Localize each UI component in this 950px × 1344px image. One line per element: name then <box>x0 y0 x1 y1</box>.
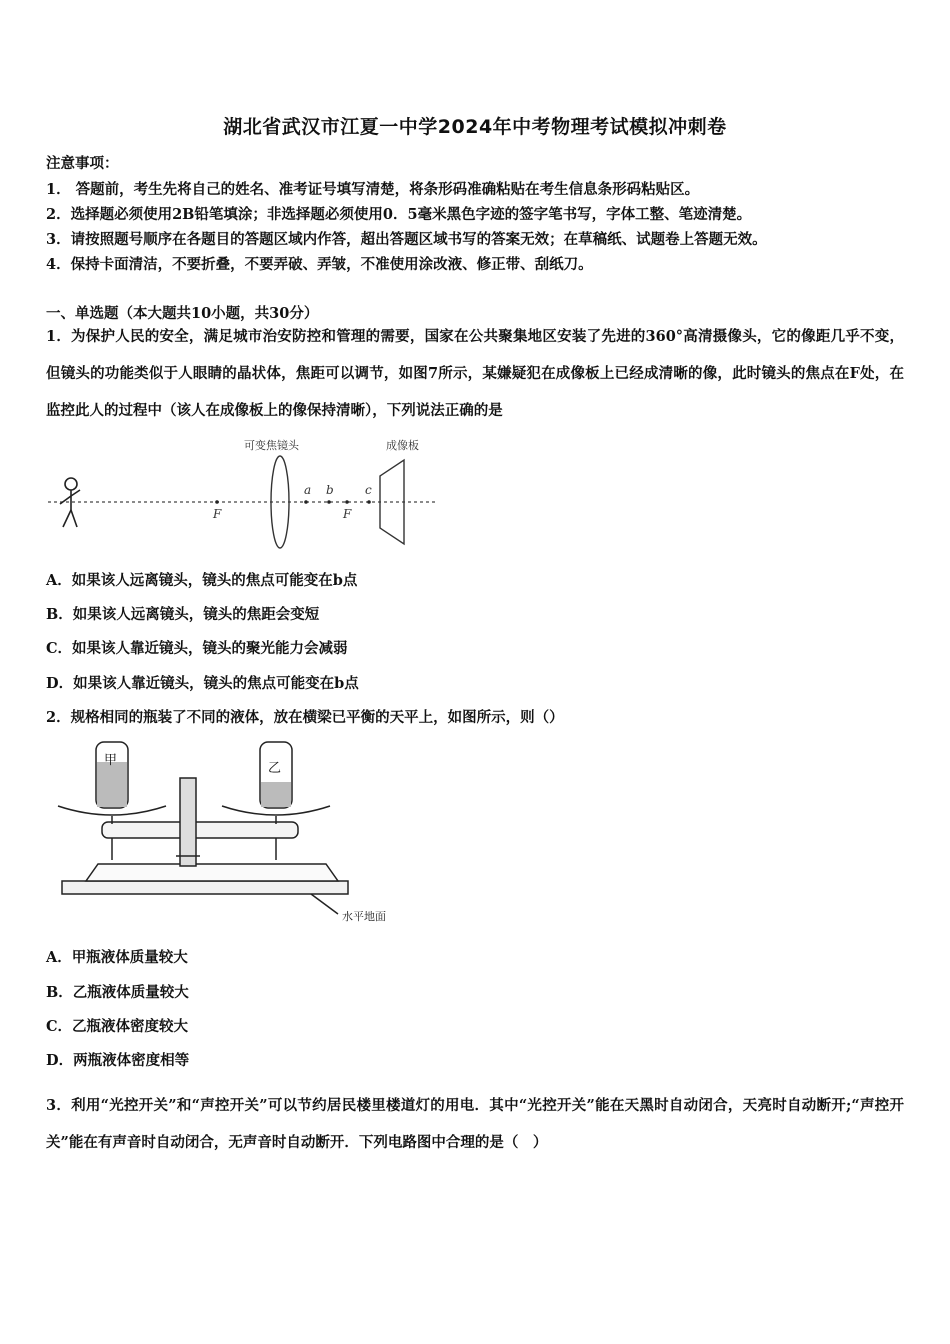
label-c: c <box>365 483 372 497</box>
q2-option-d: D．两瓶液体密度相等 <box>46 1052 190 1069</box>
point-c <box>367 500 371 504</box>
question-2-figure <box>56 738 408 930</box>
q1-option-c: C．如果该人靠近镜头，镜头的聚光能力会减弱 <box>46 640 348 657</box>
screen-label: 成像板 <box>386 439 419 452</box>
ground-plate <box>62 881 348 894</box>
bottle-right-label: 乙 <box>268 761 282 776</box>
notice-item: 3．请按照题号顺序在各题目的答题区域内作答，超出答题区域书写的答案无效；在草稿纸、试题卷上答题无效。 <box>46 231 767 248</box>
label-a: a <box>304 483 312 497</box>
person-icon <box>60 478 80 527</box>
balance-base <box>86 864 338 881</box>
section-heading: 一、单选题（本大题共10小题，共30分） <box>46 305 319 322</box>
focus-point-left <box>215 500 219 504</box>
lens-icon <box>271 456 289 548</box>
lens-label: 可变焦镜头 <box>244 439 299 452</box>
q1-option-b: B．如果该人远离镜头，镜头的焦距会变短 <box>46 606 320 623</box>
label-F-left: F <box>213 507 222 521</box>
notice-heading: 注意事项： <box>46 155 119 172</box>
focus-point-right <box>345 500 349 504</box>
label-b: b <box>326 483 334 497</box>
question-1-stem: 1．为保护人民的安全，满足城市治安防控和管理的需要，国家在公共聚集地区安装了先进的360°高清摄像头，它的像距几乎不变，但镜头的功能类似于人眼睛的晶状体，焦距可以调节，如图7所示，某嫌疑犯在成像板上已经成清晰的像，此时镜头的焦点在F处，在监控此人的过程中（该人在成像板上的像保持清晰），下列说法正确的是 <box>46 328 904 419</box>
notice-item: 2．选择题必须使用2B铅笔填涂；非选择题必须使用0．5毫米黑色字迹的签字笔书写，字体工整、笔迹清楚。 <box>46 206 752 223</box>
q2-option-a: A．甲瓶液体质量较大 <box>46 949 188 966</box>
q1-option-a: A．如果该人远离镜头，镜头的焦点可能变在b点 <box>46 572 358 589</box>
notice-item: 4．保持卡面清洁，不要折叠，不要弄破、弄皱，不准使用涂改液、修正带、刮纸刀。 <box>46 256 593 273</box>
bottle-left-label: 甲 <box>104 753 118 768</box>
question-3-stem: 3．利用“光控开关”和“声控开关”可以节约居民楼里楼道灯的用电．其中“光控开关”能在天黑时自动闭合，天亮时自动断开;“声控开关”能在有声音时自动闭合，无声音时自动断开．下列电路图中合理的是（ ） <box>46 1097 904 1151</box>
page-title: 湖北省武汉市江夏一中学2024年中考物理考试模拟冲刺卷 <box>223 116 727 138</box>
ground-label: 水平地面 <box>342 910 386 923</box>
q2-option-c: C．乙瓶液体密度较大 <box>46 1018 189 1035</box>
point-a <box>304 500 308 504</box>
point-b <box>327 500 331 504</box>
q1-option-d: D．如果该人靠近镜头，镜头的焦点可能变在b点 <box>46 675 359 692</box>
label-F-right: F <box>343 507 352 521</box>
notice-item: 1． 答题前，考生先将自己的姓名、准考证号填写清楚，将条形码准确粘贴在考生信息条形码粘贴区。 <box>46 181 700 198</box>
question-1-figure <box>44 432 440 550</box>
balance-pillar <box>180 778 196 866</box>
q2-option-b: B．乙瓶液体质量较大 <box>46 984 189 1001</box>
question-2-stem: 2．规格相同的瓶装了不同的液体，放在横梁已平衡的天平上，如图所示，则（） <box>46 709 564 726</box>
balance-beam <box>102 822 298 838</box>
